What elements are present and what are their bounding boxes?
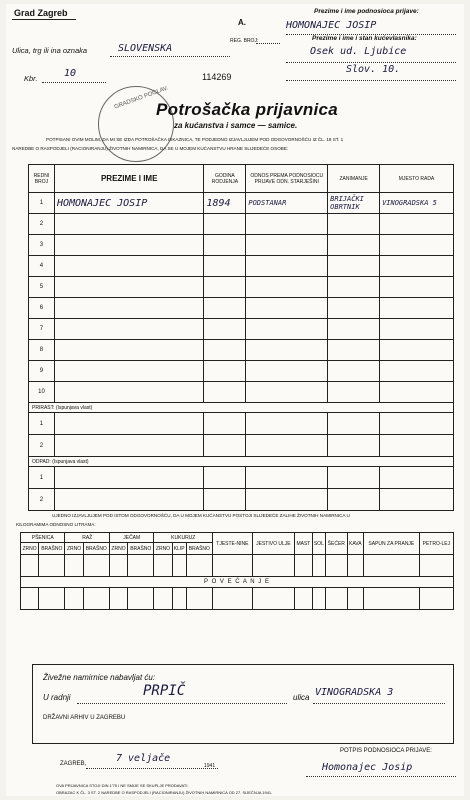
signature: Homonajec Josip	[322, 762, 413, 773]
odpad-row-2: 2	[29, 489, 55, 511]
form-letter: A.	[238, 18, 246, 27]
cell-year	[204, 256, 246, 277]
cell-name: HOMONAJEC JOSIP	[54, 193, 204, 214]
cell-year	[204, 382, 246, 403]
form-subtitle: za kućanstva i samce — samice.	[174, 121, 298, 130]
cell-no: 3	[29, 235, 55, 256]
landlord-label: Prezime i ime i stan kućevlasnika:	[312, 35, 417, 42]
cell-relation	[246, 319, 328, 340]
supply-sol: SOL	[312, 533, 325, 555]
applicant-name-value: HOMONAJEC JOSIP	[286, 20, 377, 31]
sub-zrno: ZRNO	[65, 543, 83, 555]
cell-job	[328, 214, 380, 235]
cell-job	[328, 361, 380, 382]
intro-text-2: NAREDBE O RASPODJELI (RACIONIRANJU) ŽIVOTNIH NAMIRNICA, DA SE U MOJEM KUĆANSTVU HRANE SLIJEDEĆE OSOBE:	[12, 146, 289, 151]
cell-relation	[246, 298, 328, 319]
grain-psenica: PŠENICA	[21, 533, 65, 543]
cell-no: 6	[29, 298, 55, 319]
cell-no: 2	[29, 214, 55, 235]
col-header-workplace: MJESTO RADA	[380, 165, 454, 193]
cell-year	[204, 277, 246, 298]
shop-box	[32, 664, 454, 744]
note-2: OBRAZAC K ČL. 3 ST. 2 NAREDBE O RASPODJELI (RACIONIRANJU) ŽIVOTNIH NAMIRNICA OD 27. SIJEČNJA 1941.	[56, 790, 273, 795]
table-row	[29, 214, 454, 235]
reg-label: REG. BROJ:	[230, 38, 259, 44]
cell-name	[54, 340, 204, 361]
table-row	[29, 256, 454, 277]
sub-klip: KLIP	[172, 543, 186, 555]
table-row	[29, 193, 454, 214]
prirast-row-2: 2	[29, 435, 55, 457]
cell-year	[204, 361, 246, 382]
cell-name	[54, 298, 204, 319]
cell-year	[204, 235, 246, 256]
odpad-row-1: 1	[29, 467, 55, 489]
supply-kava: KAVA	[347, 533, 363, 555]
intro-text-1: POTPISANI OVIM MOLIM, DA MI SE IZDA POTROŠAČKA ISKAZNICA, TE PODJEDNO IZJAVLJUJEM POD ODGOVORNOŠĆU IZ ČL. 18 ST. 1	[46, 137, 344, 142]
landlord-value-2: Slov. 10.	[346, 64, 401, 75]
kbr-value: 10	[64, 68, 77, 79]
date-value: 7 veljače	[116, 753, 171, 764]
landlord-value-1: Osek ud. Ljubice	[310, 46, 407, 57]
sub-zrno: ZRNO	[21, 543, 39, 555]
prirast-row-1: 1	[29, 413, 55, 435]
supplies-text-1: UJEDNO IZJAVLJUJEM POD ISTOM ODGOVORNOŠĆU, DA U MOJEM KUĆANSTVU POSTOJI SLIJEDEĆE ZALIHE ŽIVOTNIH NAMIRNICA U	[52, 513, 350, 518]
table-row	[29, 277, 454, 298]
cell-no: 4	[29, 256, 55, 277]
street-label: Ulica, trg ili ina oznaka	[12, 46, 88, 55]
supplies-table	[20, 532, 454, 610]
grain-raz: RAŽ	[65, 533, 109, 543]
cell-job	[328, 382, 380, 403]
city-label: Grad Zagreb	[14, 8, 68, 18]
sub-zrno: ZRNO	[154, 543, 172, 555]
supply-sapun: SAPUN ZA PRANJE	[363, 533, 419, 555]
cell-year	[204, 214, 246, 235]
year-suffix: 1941	[204, 763, 216, 769]
cell-workplace	[380, 214, 454, 235]
sub-brasno: BRAŠNO	[83, 543, 109, 555]
persons-table	[28, 164, 454, 511]
cell-job: BRIJAČKI OBRTNIK	[328, 193, 380, 214]
sub-zrno: ZRNO	[109, 543, 127, 555]
table-row	[29, 235, 454, 256]
sub-brasno: BRAŠNO	[128, 543, 154, 555]
section-odpad: ODPAD: (Ispunjava vlast)	[29, 457, 454, 467]
form-title: Potrošačka prijavnica	[156, 100, 339, 119]
street-value: SLOVENSKA	[118, 43, 173, 54]
note-1: OVA PRIJAVNICA STOJI DIN 1'75 I NE SMIJE SE SKUPLJE PRODAVATI.	[56, 783, 189, 788]
cell-relation	[246, 256, 328, 277]
cell-name	[54, 214, 204, 235]
section-prirast: PRIRAST: (Ispunjava vlast)	[29, 403, 454, 413]
cell-no: 5	[29, 277, 55, 298]
place-label: ZAGREB,	[60, 761, 87, 767]
cell-relation	[246, 214, 328, 235]
cell-workplace	[380, 235, 454, 256]
table-row	[29, 361, 454, 382]
table-row	[29, 319, 454, 340]
cell-workplace	[380, 298, 454, 319]
stamp-text: GRADSKO POGLAV.	[113, 85, 170, 111]
cell-year	[204, 319, 246, 340]
cell-year	[204, 298, 246, 319]
col-header-relation: ODNOS PREMA PODNOSIOCU PRIJAVE ODN. STARJEŠINI	[246, 165, 328, 193]
cell-job	[328, 235, 380, 256]
povecanje-label: P O V E Ć A N J E	[21, 577, 454, 588]
cell-workplace	[380, 382, 454, 403]
cell-no: 8	[29, 340, 55, 361]
supply-secer: ŠEĆER	[325, 533, 347, 555]
supply-ulje: JESTIVO ULJE	[252, 533, 294, 555]
cell-workplace	[380, 277, 454, 298]
cell-job	[328, 319, 380, 340]
kbr-label: Kbr.	[24, 74, 38, 83]
cell-name	[54, 382, 204, 403]
form-number: 114269	[202, 72, 232, 82]
cell-year: 1894	[204, 193, 246, 214]
cell-relation	[246, 235, 328, 256]
table-row	[29, 382, 454, 403]
applicant-name-label: Prezime i ime podnosioca prijave:	[314, 8, 419, 15]
cell-no: 10	[29, 382, 55, 403]
cell-relation	[246, 382, 328, 403]
supply-mast: MAST	[295, 533, 313, 555]
table-row	[29, 340, 454, 361]
cell-no: 9	[29, 361, 55, 382]
table-row	[29, 298, 454, 319]
shop-label: U radnji	[43, 693, 71, 702]
supply-tjestenine: TJESTE-NINE	[213, 533, 253, 555]
cell-workplace	[380, 340, 454, 361]
cell-no: 1	[29, 193, 55, 214]
cell-workplace	[380, 361, 454, 382]
shop-box-title: Živežne namirnice nabavljat ću:	[43, 673, 156, 682]
signature-label: POTPIS PODNOSIOCA PRIJAVE:	[340, 748, 432, 754]
cell-name	[54, 277, 204, 298]
shop-street-label: ulica	[293, 693, 310, 702]
cell-relation	[246, 340, 328, 361]
cell-job	[328, 340, 380, 361]
supply-petrolej: PETRO-LEJ	[419, 533, 453, 555]
cell-no: 7	[29, 319, 55, 340]
cell-job	[328, 256, 380, 277]
cell-workplace	[380, 319, 454, 340]
cell-year	[204, 340, 246, 361]
cell-relation	[246, 277, 328, 298]
cell-job	[328, 277, 380, 298]
shop-street-value: VINOGRADSKA 3	[315, 687, 394, 698]
cell-name	[54, 256, 204, 277]
cell-relation	[246, 361, 328, 382]
sub-brasno: BRAŠNO	[186, 543, 212, 555]
col-header-no: REDNI BROJ	[29, 165, 55, 193]
col-header-job: ZANIMANJE	[328, 165, 380, 193]
cell-relation: PODSTANAR	[246, 193, 328, 214]
col-header-name: PREZIME I IME	[54, 165, 204, 193]
supplies-text-2: KILOGRAMIMA ODNOSNO LITRAMA:	[16, 522, 96, 527]
cell-name	[54, 235, 204, 256]
cell-workplace: VINOGRADSKA 5	[380, 193, 454, 214]
cell-job	[328, 298, 380, 319]
cell-name	[54, 319, 204, 340]
cell-workplace	[380, 256, 454, 277]
grain-kukuruz: KUKURUZ	[154, 533, 213, 543]
form-page	[6, 4, 464, 796]
grain-jecam: JEČAM	[109, 533, 153, 543]
archive-label: DRŽAVNI ARHIV U ZAGREBU	[43, 715, 126, 721]
col-header-year: GODINA RODJENJA	[204, 165, 246, 193]
sub-brasno: BRAŠNO	[39, 543, 65, 555]
cell-name	[54, 361, 204, 382]
shop-value: PRPIČ	[143, 683, 186, 699]
